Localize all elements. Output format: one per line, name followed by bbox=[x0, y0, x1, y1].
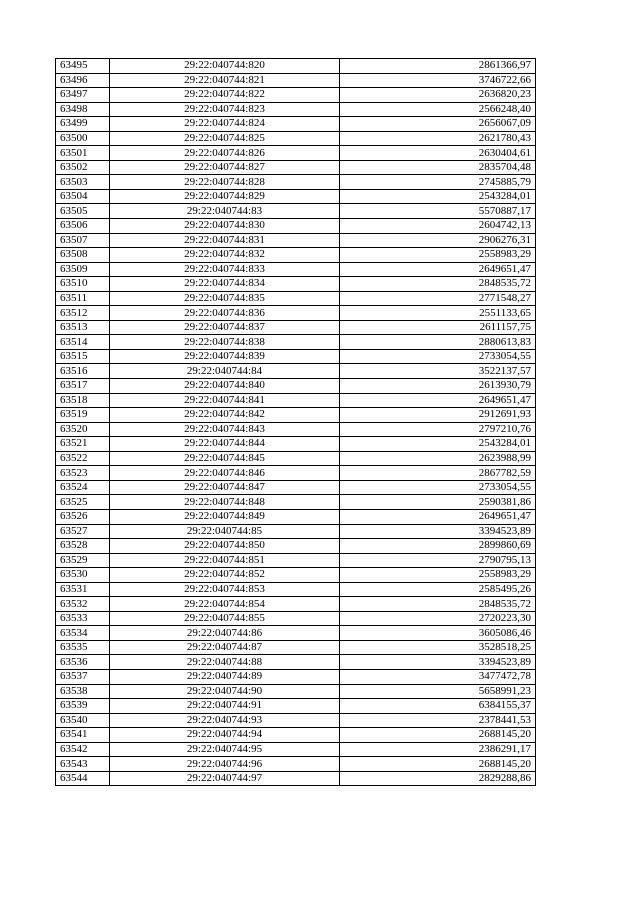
row-number-cell: 63504 bbox=[56, 189, 110, 204]
value-cell: 2861366,97 bbox=[340, 59, 536, 74]
table-row bbox=[56, 233, 536, 248]
value-cell: 2733054,55 bbox=[340, 349, 536, 364]
table-row bbox=[56, 408, 536, 423]
cadastral-number-cell: 29:22:040744:849 bbox=[110, 509, 340, 524]
row-number-cell: 63506 bbox=[56, 219, 110, 234]
cadastral-number-cell: 29:22:040744:826 bbox=[110, 146, 340, 161]
table-row bbox=[56, 655, 536, 670]
cadastral-number-cell: 29:22:040744:834 bbox=[110, 277, 340, 292]
cadastral-number-cell: 29:22:040744:827 bbox=[110, 160, 340, 175]
cadastral-number-cell: 29:22:040744:95 bbox=[110, 742, 340, 757]
row-number-cell: 63503 bbox=[56, 175, 110, 190]
row-number-cell: 63544 bbox=[56, 771, 110, 786]
cadastral-number-cell: 29:22:040744:822 bbox=[110, 88, 340, 103]
row-number-cell: 63512 bbox=[56, 306, 110, 321]
table-row bbox=[56, 393, 536, 408]
row-number-cell: 63534 bbox=[56, 626, 110, 641]
value-cell: 2636820,23 bbox=[340, 88, 536, 103]
cadastral-number-cell: 29:22:040744:853 bbox=[110, 582, 340, 597]
row-number-cell: 63500 bbox=[56, 131, 110, 146]
table-row bbox=[56, 757, 536, 772]
row-number-cell: 63536 bbox=[56, 655, 110, 670]
row-number-cell: 63531 bbox=[56, 582, 110, 597]
cadastral-number-cell: 29:22:040744:848 bbox=[110, 495, 340, 510]
table-row bbox=[56, 699, 536, 714]
table-row bbox=[56, 568, 536, 583]
value-cell: 3394523,89 bbox=[340, 524, 536, 539]
cadastral-number-cell: 29:22:040744:843 bbox=[110, 422, 340, 437]
row-number-cell: 63514 bbox=[56, 335, 110, 350]
table-row bbox=[56, 189, 536, 204]
cadastral-number-cell: 29:22:040744:851 bbox=[110, 553, 340, 568]
value-cell: 2621780,43 bbox=[340, 131, 536, 146]
table-row bbox=[56, 713, 536, 728]
row-number-cell: 63524 bbox=[56, 480, 110, 495]
table-row bbox=[56, 771, 536, 786]
data-table bbox=[55, 58, 536, 786]
cadastral-number-cell: 29:22:040744:94 bbox=[110, 728, 340, 743]
row-number-cell: 63541 bbox=[56, 728, 110, 743]
cadastral-number-cell: 29:22:040744:844 bbox=[110, 437, 340, 452]
value-cell: 3605086,46 bbox=[340, 626, 536, 641]
value-cell: 2649651,47 bbox=[340, 509, 536, 524]
value-cell: 2630404,61 bbox=[340, 146, 536, 161]
cadastral-number-cell: 29:22:040744:831 bbox=[110, 233, 340, 248]
table-row bbox=[56, 597, 536, 612]
value-cell: 2649651,47 bbox=[340, 393, 536, 408]
table-row bbox=[56, 320, 536, 335]
row-number-cell: 63535 bbox=[56, 640, 110, 655]
value-cell: 5658991,23 bbox=[340, 684, 536, 699]
row-number-cell: 63501 bbox=[56, 146, 110, 161]
value-cell: 3394523,89 bbox=[340, 655, 536, 670]
value-cell: 2611157,75 bbox=[340, 320, 536, 335]
cadastral-number-cell: 29:22:040744:87 bbox=[110, 640, 340, 655]
table-row bbox=[56, 306, 536, 321]
value-cell: 2835704,48 bbox=[340, 160, 536, 175]
cadastral-number-cell: 29:22:040744:86 bbox=[110, 626, 340, 641]
value-cell: 2912691,93 bbox=[340, 408, 536, 423]
table-body bbox=[56, 59, 536, 786]
table-row bbox=[56, 291, 536, 306]
cadastral-number-cell: 29:22:040744:835 bbox=[110, 291, 340, 306]
table-row bbox=[56, 335, 536, 350]
table-row bbox=[56, 553, 536, 568]
row-number-cell: 63505 bbox=[56, 204, 110, 219]
value-cell: 2848535,72 bbox=[340, 597, 536, 612]
table-row bbox=[56, 582, 536, 597]
row-number-cell: 63509 bbox=[56, 262, 110, 277]
cadastral-number-cell: 29:22:040744:829 bbox=[110, 189, 340, 204]
table-row bbox=[56, 262, 536, 277]
value-cell: 6384155,37 bbox=[340, 699, 536, 714]
row-number-cell: 63498 bbox=[56, 102, 110, 117]
table-row bbox=[56, 277, 536, 292]
table-row bbox=[56, 146, 536, 161]
value-cell: 2543284,01 bbox=[340, 189, 536, 204]
value-cell: 3746722,66 bbox=[340, 73, 536, 88]
value-cell: 2688145,20 bbox=[340, 757, 536, 772]
value-cell: 2790795,13 bbox=[340, 553, 536, 568]
value-cell: 2623988,99 bbox=[340, 451, 536, 466]
cadastral-number-cell: 29:22:040744:854 bbox=[110, 597, 340, 612]
row-number-cell: 63539 bbox=[56, 699, 110, 714]
table-row bbox=[56, 451, 536, 466]
row-number-cell: 63523 bbox=[56, 466, 110, 481]
row-number-cell: 63525 bbox=[56, 495, 110, 510]
value-cell: 2848535,72 bbox=[340, 277, 536, 292]
row-number-cell: 63533 bbox=[56, 611, 110, 626]
row-number-cell: 63510 bbox=[56, 277, 110, 292]
table-row bbox=[56, 509, 536, 524]
row-number-cell: 63507 bbox=[56, 233, 110, 248]
table-row bbox=[56, 131, 536, 146]
row-number-cell: 63532 bbox=[56, 597, 110, 612]
row-number-cell: 63513 bbox=[56, 320, 110, 335]
table-row bbox=[56, 364, 536, 379]
table-row bbox=[56, 175, 536, 190]
table-row bbox=[56, 88, 536, 103]
row-number-cell: 63517 bbox=[56, 379, 110, 394]
table-row bbox=[56, 102, 536, 117]
row-number-cell: 63543 bbox=[56, 757, 110, 772]
cadastral-number-cell: 29:22:040744:820 bbox=[110, 59, 340, 74]
value-cell: 2649651,47 bbox=[340, 262, 536, 277]
cadastral-number-cell: 29:22:040744:850 bbox=[110, 539, 340, 554]
value-cell: 2771548,27 bbox=[340, 291, 536, 306]
table-row bbox=[56, 379, 536, 394]
value-cell: 2613930,79 bbox=[340, 379, 536, 394]
table-row bbox=[56, 640, 536, 655]
cadastral-number-cell: 29:22:040744:838 bbox=[110, 335, 340, 350]
table-row bbox=[56, 684, 536, 699]
value-cell: 2378441,53 bbox=[340, 713, 536, 728]
value-cell: 2585495,26 bbox=[340, 582, 536, 597]
value-cell: 2867782,59 bbox=[340, 466, 536, 481]
row-number-cell: 63520 bbox=[56, 422, 110, 437]
row-number-cell: 63526 bbox=[56, 509, 110, 524]
table-row bbox=[56, 524, 536, 539]
value-cell: 5570887,17 bbox=[340, 204, 536, 219]
value-cell: 2688145,20 bbox=[340, 728, 536, 743]
cadastral-number-cell: 29:22:040744:833 bbox=[110, 262, 340, 277]
cadastral-number-cell: 29:22:040744:85 bbox=[110, 524, 340, 539]
cadastral-number-cell: 29:22:040744:830 bbox=[110, 219, 340, 234]
cadastral-number-cell: 29:22:040744:825 bbox=[110, 131, 340, 146]
value-cell: 2558983,29 bbox=[340, 568, 536, 583]
row-number-cell: 63518 bbox=[56, 393, 110, 408]
row-number-cell: 63497 bbox=[56, 88, 110, 103]
value-cell: 2604742,13 bbox=[340, 219, 536, 234]
row-number-cell: 63499 bbox=[56, 117, 110, 132]
cadastral-number-cell: 29:22:040744:841 bbox=[110, 393, 340, 408]
value-cell: 3522137,57 bbox=[340, 364, 536, 379]
cadastral-number-cell: 29:22:040744:845 bbox=[110, 451, 340, 466]
row-number-cell: 63519 bbox=[56, 408, 110, 423]
table-row bbox=[56, 611, 536, 626]
cadastral-number-cell: 29:22:040744:823 bbox=[110, 102, 340, 117]
table-row bbox=[56, 437, 536, 452]
row-number-cell: 63540 bbox=[56, 713, 110, 728]
row-number-cell: 63538 bbox=[56, 684, 110, 699]
cadastral-number-cell: 29:22:040744:839 bbox=[110, 349, 340, 364]
value-cell: 2829288,86 bbox=[340, 771, 536, 786]
cadastral-number-cell: 29:22:040744:852 bbox=[110, 568, 340, 583]
row-number-cell: 63522 bbox=[56, 451, 110, 466]
cadastral-number-cell: 29:22:040744:91 bbox=[110, 699, 340, 714]
table-row bbox=[56, 480, 536, 495]
table-row bbox=[56, 204, 536, 219]
table-row bbox=[56, 669, 536, 684]
row-number-cell: 63496 bbox=[56, 73, 110, 88]
row-number-cell: 63542 bbox=[56, 742, 110, 757]
row-number-cell: 63515 bbox=[56, 349, 110, 364]
table-row bbox=[56, 248, 536, 263]
table-row bbox=[56, 349, 536, 364]
cadastral-number-cell: 29:22:040744:842 bbox=[110, 408, 340, 423]
value-cell: 2880613,83 bbox=[340, 335, 536, 350]
cadastral-number-cell: 29:22:040744:93 bbox=[110, 713, 340, 728]
table-row bbox=[56, 160, 536, 175]
cadastral-number-cell: 29:22:040744:837 bbox=[110, 320, 340, 335]
value-cell: 3477472,78 bbox=[340, 669, 536, 684]
cadastral-number-cell: 29:22:040744:821 bbox=[110, 73, 340, 88]
value-cell: 2899860,69 bbox=[340, 539, 536, 554]
row-number-cell: 63495 bbox=[56, 59, 110, 74]
value-cell: 2590381,86 bbox=[340, 495, 536, 510]
cadastral-number-cell: 29:22:040744:824 bbox=[110, 117, 340, 132]
value-cell: 2745885,79 bbox=[340, 175, 536, 190]
row-number-cell: 63516 bbox=[56, 364, 110, 379]
cadastral-number-cell: 29:22:040744:847 bbox=[110, 480, 340, 495]
row-number-cell: 63511 bbox=[56, 291, 110, 306]
table-row bbox=[56, 626, 536, 641]
cadastral-number-cell: 29:22:040744:846 bbox=[110, 466, 340, 481]
value-cell: 2733054,55 bbox=[340, 480, 536, 495]
cadastral-number-cell: 29:22:040744:90 bbox=[110, 684, 340, 699]
table-row bbox=[56, 422, 536, 437]
row-number-cell: 63508 bbox=[56, 248, 110, 263]
value-cell: 2656067,09 bbox=[340, 117, 536, 132]
value-cell: 2386291,17 bbox=[340, 742, 536, 757]
table-row bbox=[56, 73, 536, 88]
value-cell: 3528518,25 bbox=[340, 640, 536, 655]
cadastral-number-cell: 29:22:040744:828 bbox=[110, 175, 340, 190]
value-cell: 2906276,31 bbox=[340, 233, 536, 248]
value-cell: 2720223,30 bbox=[340, 611, 536, 626]
value-cell: 2543284,01 bbox=[340, 437, 536, 452]
table-row bbox=[56, 117, 536, 132]
row-number-cell: 63530 bbox=[56, 568, 110, 583]
table-row bbox=[56, 742, 536, 757]
value-cell: 2797210,76 bbox=[340, 422, 536, 437]
cadastral-number-cell: 29:22:040744:96 bbox=[110, 757, 340, 772]
row-number-cell: 63527 bbox=[56, 524, 110, 539]
cadastral-number-cell: 29:22:040744:84 bbox=[110, 364, 340, 379]
table-row bbox=[56, 495, 536, 510]
cadastral-number-cell: 29:22:040744:840 bbox=[110, 379, 340, 394]
value-cell: 2558983,29 bbox=[340, 248, 536, 263]
table-row bbox=[56, 466, 536, 481]
table-row bbox=[56, 728, 536, 743]
row-number-cell: 63521 bbox=[56, 437, 110, 452]
cadastral-number-cell: 29:22:040744:89 bbox=[110, 669, 340, 684]
table-row bbox=[56, 59, 536, 74]
row-number-cell: 63502 bbox=[56, 160, 110, 175]
value-cell: 2566248,40 bbox=[340, 102, 536, 117]
cadastral-number-cell: 29:22:040744:83 bbox=[110, 204, 340, 219]
row-number-cell: 63529 bbox=[56, 553, 110, 568]
cadastral-number-cell: 29:22:040744:88 bbox=[110, 655, 340, 670]
value-cell: 2551133,65 bbox=[340, 306, 536, 321]
row-number-cell: 63528 bbox=[56, 539, 110, 554]
table-row bbox=[56, 539, 536, 554]
row-number-cell: 63537 bbox=[56, 669, 110, 684]
table-row bbox=[56, 219, 536, 234]
cadastral-number-cell: 29:22:040744:832 bbox=[110, 248, 340, 263]
cadastral-number-cell: 29:22:040744:97 bbox=[110, 771, 340, 786]
cadastral-number-cell: 29:22:040744:836 bbox=[110, 306, 340, 321]
cadastral-number-cell: 29:22:040744:855 bbox=[110, 611, 340, 626]
